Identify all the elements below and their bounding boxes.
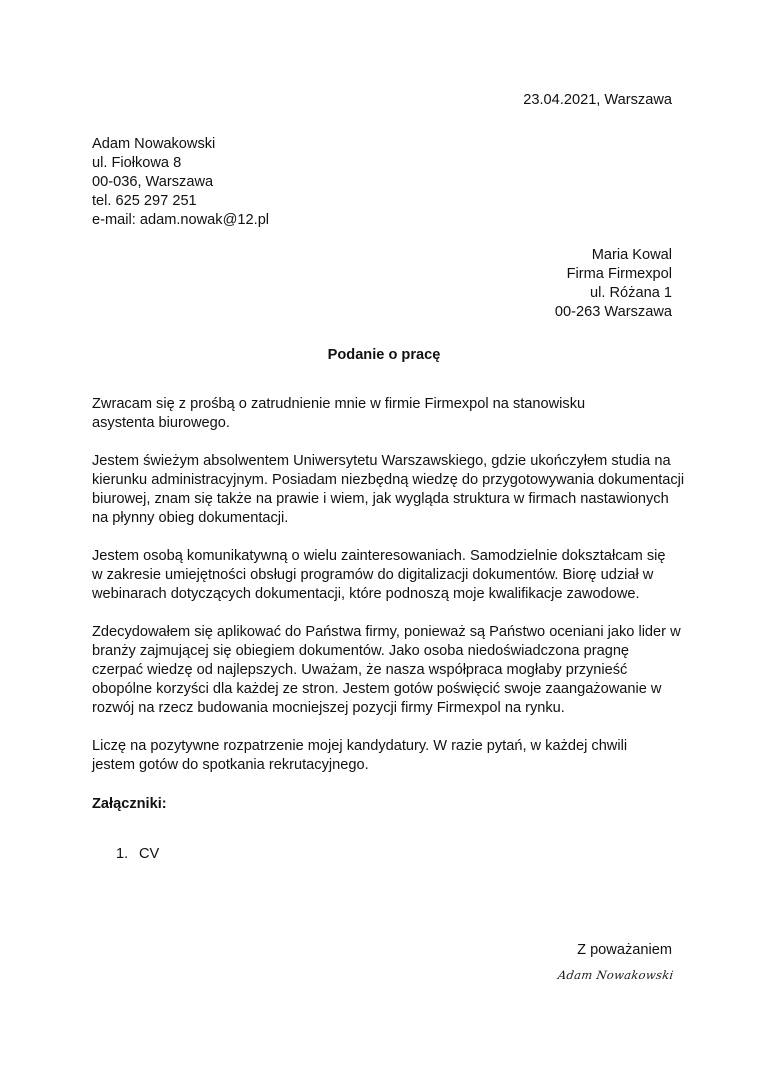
handwritten-signature: Adam Nowakowski — [557, 968, 675, 982]
paragraph-line: asystenta biurowego. — [92, 415, 230, 431]
paragraph-request — [92, 395, 692, 433]
paragraph-line: branży zajmującej się obiegiem dokumentów. Jako osoba niedoświadczona pragnę — [92, 643, 630, 659]
paragraph-line: na płynny obieg dokumentacji. — [92, 510, 289, 526]
letter-title: Podanie o pracę — [327, 347, 441, 363]
paragraph-line: czerpać wiedzę od najlepszych. Uważam, że nasza współpraca mogłaby przynieść — [92, 662, 628, 678]
list-item — [116, 845, 159, 864]
sender-email: e-mail: adam.nowak@12.pl — [92, 212, 270, 228]
paragraph-line: obopólne korzyści dla każdej ze stron. Jestem gotów poświęcić swoje zaangażowanie w — [92, 681, 662, 697]
paragraph-line: Zdecydowałem się aplikować do Państwa firmy, ponieważ są Państwo oceniani jako lider w — [92, 624, 681, 640]
recipient-street: ul. Różana 1 — [590, 285, 672, 301]
paragraph-line: Liczę na pozytywne rozpatrzenie mojej kandydatury. W razie pytań, w każdej chwili — [92, 738, 628, 754]
closing-salutation: Z poważaniem — [577, 942, 672, 958]
paragraph-line: kierunku administracyjnym. Posiadam niezbędną wiedzę do przygotowywania dokumentacji — [92, 472, 685, 488]
paragraph-line: webinarach dotyczących dokumentacji, które podnoszą moje kwalifikacje zawodowe. — [92, 586, 640, 602]
recipient-address — [555, 246, 672, 322]
sender-address — [92, 135, 269, 230]
attachment-number: 1. — [116, 846, 129, 862]
sender-phone: tel. 625 297 251 — [92, 193, 197, 209]
sender-city: 00-036, Warszawa — [92, 174, 214, 190]
sender-name: Adam Nowakowski — [92, 136, 216, 152]
paragraph-line: Jestem świeżym absolwentem Uniwersytetu Warszawskiego, gdzie ukończyłem studia na — [92, 453, 671, 469]
paragraph-line: w zakresie umiejętności obsługi programów do digitalizacji dokumentów. Biorę udział w — [92, 567, 654, 583]
recipient-city: 00-263 Warszawa — [554, 304, 672, 320]
attachment-label: CV — [139, 846, 160, 862]
paragraph-line: jestem gotów do spotkania rekrutacyjnego. — [92, 757, 369, 773]
paragraph-line: Jestem osobą komunikatywną o wielu zainteresowaniach. Samodzielnie dokształcam się — [92, 548, 666, 564]
date-place: 23.04.2021, Warszawa — [523, 92, 672, 108]
paragraph-line: biurowej, znam się także na prawie i wiem, jak wygląda struktura w firmach nastawionych — [92, 491, 669, 507]
attachments-heading: Załączniki: — [92, 796, 167, 812]
paragraph-motivation — [92, 623, 692, 718]
attachments-list — [116, 845, 159, 864]
paragraph-skills — [92, 547, 692, 604]
recipient-company: Firma Firmexpol — [566, 266, 672, 282]
paragraph-closing — [92, 737, 692, 775]
paragraph-education — [92, 452, 692, 528]
letter-body — [92, 395, 692, 794]
paragraph-line: Zwracam się z prośbą o zatrudnienie mnie w firmie Firmexpol na stanowisku — [92, 396, 586, 412]
paragraph-line: rozwój na rzecz budowania mocniejszej pozycji firmy Firmexpol na rynku. — [92, 700, 565, 716]
recipient-name: Maria Kowal — [591, 247, 672, 263]
sender-street: ul. Fiołkowa 8 — [92, 155, 182, 171]
